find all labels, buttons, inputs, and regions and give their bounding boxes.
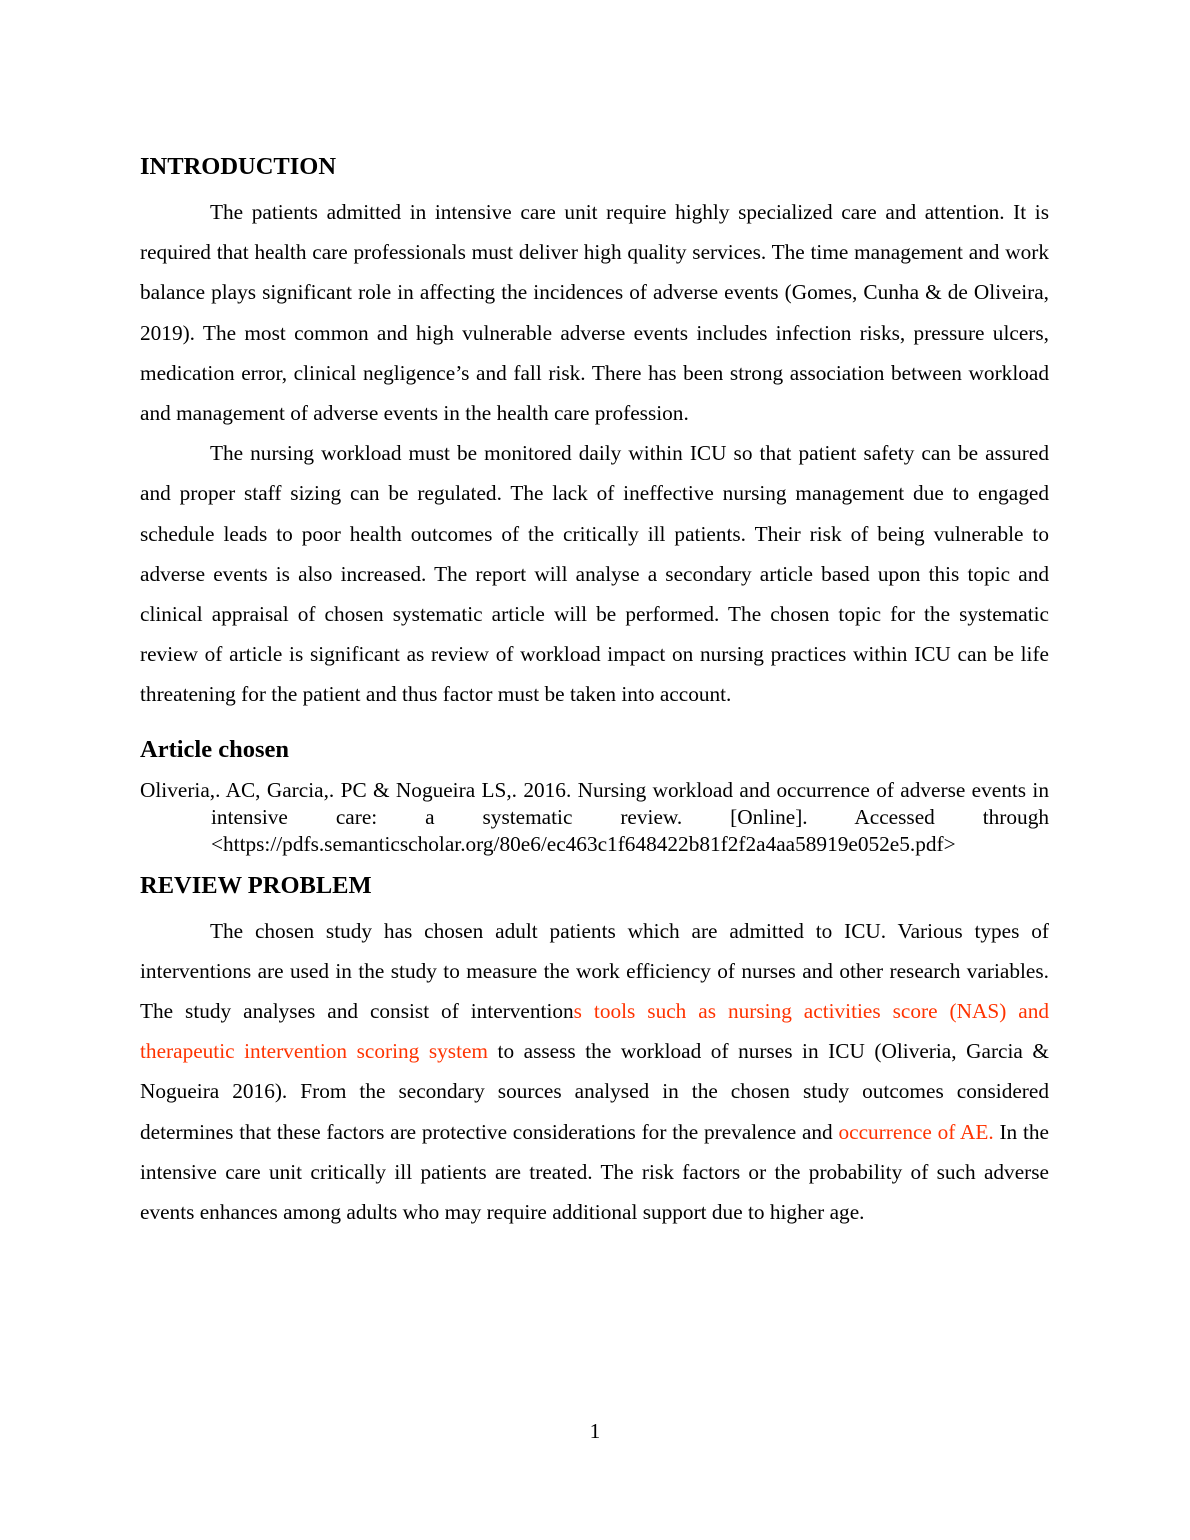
review-problem-paragraph [140, 911, 1049, 1233]
introduction-paragraph-2: The nursing workload must be monitored daily within ICU so that patient safety can be assured and proper staff sizing can be regulated. The lack of ineffective nursing management due to engaged schedule leads to poor health outcomes of the critically ill patients. Their risk of being vulnerable to adverse events is also increased. The report will analyse a secondary article based upon this topic and clinical appraisal of chosen systematic article will be performed. The chosen topic for the systematic review of article is significant as review of workload impact on nursing practices within ICU can be life threatening for the patient and thus factor must be taken into account. [140, 441, 1049, 707]
article-reference: Oliveria,. AC, Garcia,. PC & Nogueira LS,. 2016. Nursing workload and occurrence of adverse events in intensive care: a systematic review. [Online]. Accessed through <https://pdfs.semanticscholar.org/80e6/ec463c1f648422b81f2f2a4aa58919e052e5.pdf> [140, 777, 1049, 856]
page-number: 1 [589, 1419, 601, 1443]
review-text-segment: The chosen study has chosen adult patients which are admitted to ICU. Various types of interventions are used in the study to measure the work efficiency of nurses and other research variables. The study analyses and consist of intervention [140, 918, 1049, 1024]
highlighted-text-tools: s tools such as nursing activities score (NAS) and therapeutic intervention scoring system [140, 999, 1049, 1064]
review-text-segment: to assess the workload of nurses in ICU (Oliveria, Garcia & Nogueira 2016). From the secondary sources analysed in the chosen study outcomes considered determines that these factors are protective considerations for the prevalence and [140, 1039, 1049, 1144]
article-chosen-heading: Article chosen [140, 735, 289, 763]
review-text-segment: In the intensive care unit critically ill patients are treated. The risk factors or the probability of such adverse events enhances among adults who may require additional support due to higher age. [140, 1119, 1049, 1225]
document-page [140, 150, 1049, 1232]
highlighted-text-ae: occurrence of AE. [838, 1119, 994, 1144]
introduction-paragraph-1: The patients admitted in intensive care unit require highly specialized care and attention. It is required that health care professionals must deliver high quality services. The time management and work balance plays significant role in affecting the incidences of adverse events (Gomes, Cunha & de Oliveira, 2019). The most common and high vulnerable adverse events includes infection risks, pressure ulcers, medication error, clinical negligence’s and fall risk. There has been strong association between workload and management of adverse events in the health care profession. [140, 200, 1049, 426]
review-problem-heading: REVIEW PROBLEM [140, 871, 372, 899]
introduction-heading: INTRODUCTION [140, 153, 337, 180]
